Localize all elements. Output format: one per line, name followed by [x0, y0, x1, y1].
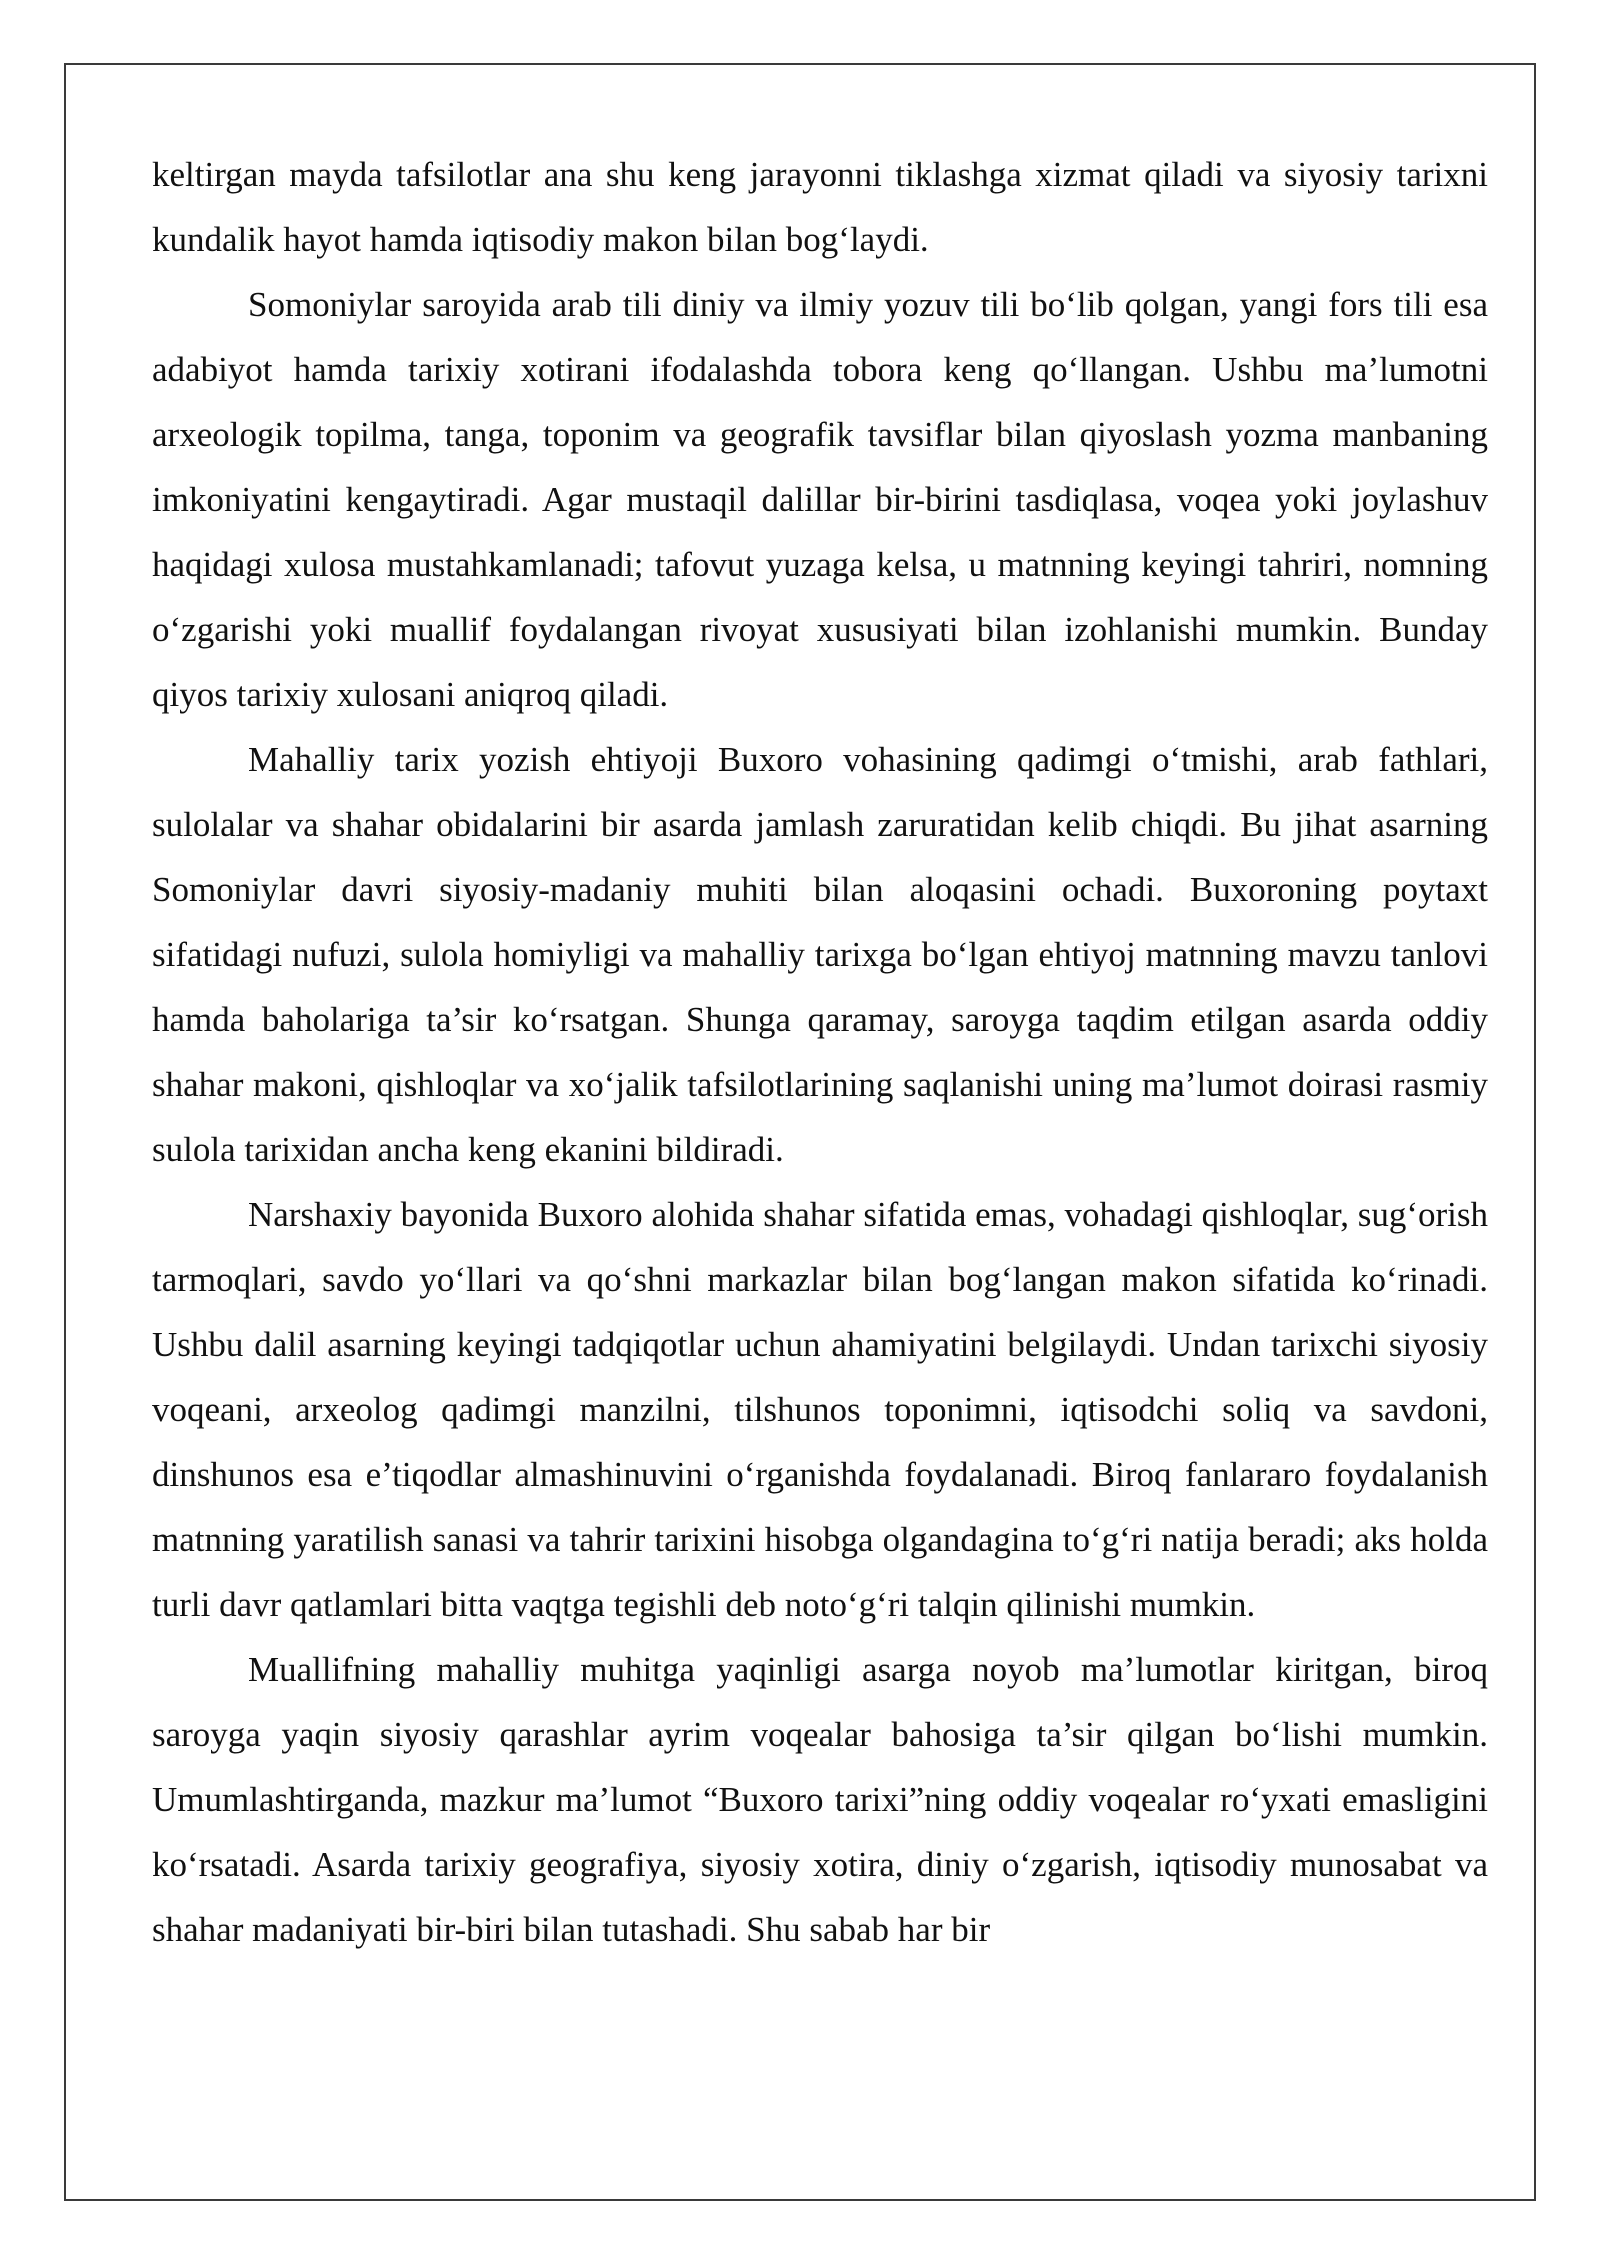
document-body: [152, 142, 1488, 1962]
paragraph: Narshaxiy bayonida Buxoro alohida shahar sifatida emas, vohadagi qishloqlar, sug‘orish tarmoqlari, savdo yo‘llari va qo‘shni markazlar bilan bog‘langan makon sifatida ko‘rinadi. Ushbu dalil asarning keyingi tadqiqotlar uchun ahamiyatini belgilaydi. Undan tarixchi siyosiy voqeani, arxeolog qadimgi manzilni, tilshunos toponimni, iqtisodchi soliq va savdoni, dinshunos esa e’tiqodlar almashinuvini o‘rganishda foydalanadi. Biroq fanlararo foydalanish matnning yaratilish sanasi va tahrir tarixini hisobga olgandagina to‘g‘ri natija beradi; aks holda turli davr qatlamlari bitta vaqtga tegishli deb noto‘g‘ri talqin qilinishi mumkin.: [152, 1195, 1488, 1624]
paragraph: keltirgan mayda tafsilotlar ana shu keng jarayonni tiklashga xizmat qiladi va siyosiy tarixni kundalik hayot hamda iqtisodiy makon bilan bog‘laydi.: [152, 155, 1488, 259]
paragraph: Mahalliy tarix yozish ehtiyoji Buxoro vohasining qadimgi o‘tmishi, arab fathlari, sulolalar va shahar obidalarini bir asarda jamlash zaruratidan kelib chiqdi. Bu jihat asarning Somoniylar davri siyosiy-madaniy muhiti bilan aloqasini ochadi. Buxoroning poytaxt sifatidagi nufuzi, sulola homiyligi va mahalliy tarixga bo‘lgan ehtiyoj matnning mavzu tanlovi hamda baholariga ta’sir ko‘rsatgan. Shunga qaramay, saroyga taqdim etilgan asarda oddiy shahar makoni, qishloqlar va xo‘jalik tafsilotlarining saqlanishi uning ma’lumot doirasi rasmiy sulola tarixidan ancha keng ekanini bildiradi.: [152, 740, 1488, 1169]
paragraph: Somoniylar saroyida arab tili diniy va ilmiy yozuv tili bo‘lib qolgan, yangi fors tili esa adabiyot hamda tarixiy xotirani ifodalashda tobora keng qo‘llangan. Ushbu ma’lumotni arxeologik topilma, tanga, toponim va geografik tavsiflar bilan qiyoslash yozma manbaning imkoniyatini kengaytiradi. Agar mustaqil dalillar bir-birini tasdiqlasa, voqea yoki joylashuv haqidagi xulosa mustahkamlanadi; tafovut yuzaga kelsa, u matnning keyingi tahriri, nomning o‘zgarishi yoki muallif foydalangan rivoyat xususiyati bilan izohlanishi mumkin. Bunday qiyos tarixiy xulosani aniqroq qiladi.: [152, 285, 1488, 714]
paragraph: Muallifning mahalliy muhitga yaqinligi asarga noyob ma’lumotlar kiritgan, biroq saroyga yaqin siyosiy qarashlar ayrim voqealar bahosiga ta’sir qilgan bo‘lishi mumkin. Umumlashtirganda, mazkur ma’lumot “Buxoro tarixi”ning oddiy voqealar ro‘yxati emasligini ko‘rsatadi. Asarda tarixiy geografiya, siyosiy xotira, diniy o‘zgarish, iqtisodiy munosabat va shahar madaniyati bir-biri bilan tutashadi. Shu sabab har bir: [152, 1650, 1488, 1949]
